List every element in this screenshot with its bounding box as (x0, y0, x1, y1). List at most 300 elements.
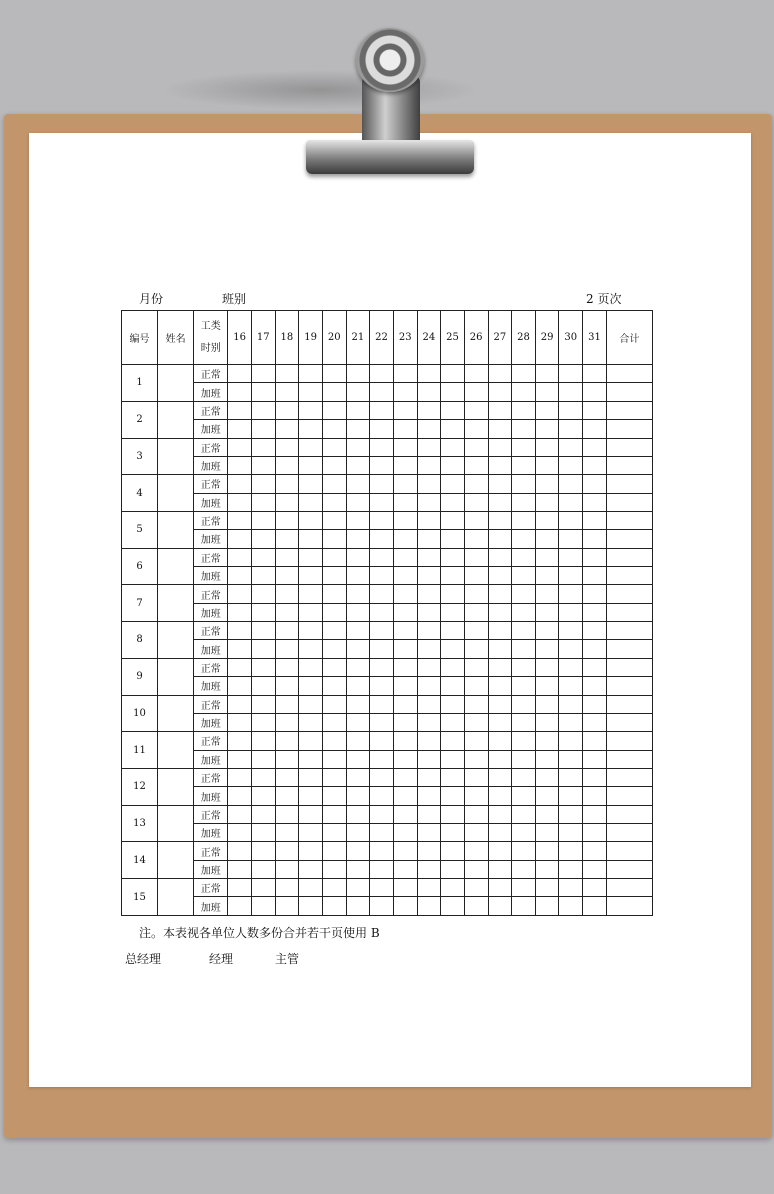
hours-cell[interactable] (393, 860, 417, 878)
hours-cell[interactable] (535, 787, 559, 805)
hours-cell[interactable] (512, 824, 536, 842)
hours-cell[interactable] (275, 456, 299, 474)
hours-cell[interactable] (535, 603, 559, 621)
hours-cell[interactable] (393, 365, 417, 383)
total-cell[interactable] (606, 548, 652, 566)
hours-cell[interactable] (393, 420, 417, 438)
hours-cell[interactable] (228, 420, 252, 438)
hours-cell[interactable] (559, 860, 583, 878)
total-cell[interactable] (606, 860, 652, 878)
hours-cell[interactable] (535, 622, 559, 640)
hours-cell[interactable] (512, 677, 536, 695)
hours-cell[interactable] (251, 420, 275, 438)
hours-cell[interactable] (228, 567, 252, 585)
hours-cell[interactable] (228, 365, 252, 383)
hours-cell[interactable] (559, 824, 583, 842)
hours-cell[interactable] (583, 475, 607, 493)
hours-cell[interactable] (393, 401, 417, 419)
hours-cell[interactable] (441, 383, 465, 401)
hours-cell[interactable] (441, 897, 465, 916)
total-cell[interactable] (606, 530, 652, 548)
hours-cell[interactable] (322, 750, 346, 768)
hours-cell[interactable] (559, 768, 583, 786)
hours-cell[interactable] (512, 842, 536, 860)
hours-cell[interactable] (535, 658, 559, 676)
hours-cell[interactable] (251, 842, 275, 860)
hours-cell[interactable] (370, 383, 394, 401)
hours-cell[interactable] (393, 713, 417, 731)
hours-cell[interactable] (370, 530, 394, 548)
hours-cell[interactable] (417, 511, 441, 529)
hours-cell[interactable] (441, 493, 465, 511)
hours-cell[interactable] (346, 603, 370, 621)
hours-cell[interactable] (441, 401, 465, 419)
hours-cell[interactable] (559, 567, 583, 585)
hours-cell[interactable] (322, 456, 346, 474)
employee-name-cell[interactable] (158, 768, 194, 805)
total-cell[interactable] (606, 511, 652, 529)
hours-cell[interactable] (559, 805, 583, 823)
hours-cell[interactable] (441, 750, 465, 768)
hours-cell[interactable] (228, 805, 252, 823)
hours-cell[interactable] (583, 420, 607, 438)
employee-name-cell[interactable] (158, 401, 194, 438)
hours-cell[interactable] (251, 695, 275, 713)
hours-cell[interactable] (464, 438, 488, 456)
hours-cell[interactable] (299, 713, 323, 731)
hours-cell[interactable] (583, 622, 607, 640)
hours-cell[interactable] (583, 438, 607, 456)
hours-cell[interactable] (275, 805, 299, 823)
hours-cell[interactable] (393, 438, 417, 456)
hours-cell[interactable] (417, 897, 441, 916)
total-cell[interactable] (606, 622, 652, 640)
hours-cell[interactable] (275, 860, 299, 878)
hours-cell[interactable] (370, 456, 394, 474)
hours-cell[interactable] (535, 567, 559, 585)
hours-cell[interactable] (393, 511, 417, 529)
hours-cell[interactable] (228, 658, 252, 676)
hours-cell[interactable] (488, 787, 512, 805)
hours-cell[interactable] (441, 548, 465, 566)
hours-cell[interactable] (228, 530, 252, 548)
hours-cell[interactable] (299, 897, 323, 916)
hours-cell[interactable] (583, 677, 607, 695)
hours-cell[interactable] (370, 640, 394, 658)
hours-cell[interactable] (393, 493, 417, 511)
hours-cell[interactable] (535, 585, 559, 603)
hours-cell[interactable] (299, 842, 323, 860)
hours-cell[interactable] (512, 548, 536, 566)
hours-cell[interactable] (370, 622, 394, 640)
hours-cell[interactable] (464, 732, 488, 750)
hours-cell[interactable] (583, 879, 607, 897)
hours-cell[interactable] (488, 511, 512, 529)
hours-cell[interactable] (346, 622, 370, 640)
hours-cell[interactable] (370, 860, 394, 878)
hours-cell[interactable] (464, 622, 488, 640)
hours-cell[interactable] (370, 401, 394, 419)
hours-cell[interactable] (583, 897, 607, 916)
hours-cell[interactable] (299, 768, 323, 786)
total-cell[interactable] (606, 383, 652, 401)
total-cell[interactable] (606, 750, 652, 768)
hours-cell[interactable] (464, 805, 488, 823)
hours-cell[interactable] (535, 420, 559, 438)
total-cell[interactable] (606, 456, 652, 474)
employee-name-cell[interactable] (158, 585, 194, 622)
hours-cell[interactable] (393, 879, 417, 897)
hours-cell[interactable] (370, 567, 394, 585)
hours-cell[interactable] (559, 475, 583, 493)
hours-cell[interactable] (299, 383, 323, 401)
hours-cell[interactable] (322, 787, 346, 805)
hours-cell[interactable] (322, 897, 346, 916)
hours-cell[interactable] (346, 768, 370, 786)
hours-cell[interactable] (346, 456, 370, 474)
hours-cell[interactable] (559, 511, 583, 529)
hours-cell[interactable] (559, 658, 583, 676)
hours-cell[interactable] (370, 585, 394, 603)
hours-cell[interactable] (322, 860, 346, 878)
hours-cell[interactable] (275, 879, 299, 897)
hours-cell[interactable] (370, 805, 394, 823)
hours-cell[interactable] (488, 456, 512, 474)
hours-cell[interactable] (417, 787, 441, 805)
hours-cell[interactable] (346, 420, 370, 438)
hours-cell[interactable] (322, 401, 346, 419)
hours-cell[interactable] (228, 732, 252, 750)
hours-cell[interactable] (322, 438, 346, 456)
total-cell[interactable] (606, 787, 652, 805)
hours-cell[interactable] (535, 824, 559, 842)
hours-cell[interactable] (370, 438, 394, 456)
hours-cell[interactable] (488, 383, 512, 401)
total-cell[interactable] (606, 585, 652, 603)
hours-cell[interactable] (535, 438, 559, 456)
hours-cell[interactable] (441, 438, 465, 456)
hours-cell[interactable] (251, 383, 275, 401)
hours-cell[interactable] (441, 860, 465, 878)
hours-cell[interactable] (583, 493, 607, 511)
hours-cell[interactable] (275, 787, 299, 805)
total-cell[interactable] (606, 732, 652, 750)
hours-cell[interactable] (393, 897, 417, 916)
hours-cell[interactable] (228, 713, 252, 731)
hours-cell[interactable] (346, 879, 370, 897)
hours-cell[interactable] (417, 860, 441, 878)
hours-cell[interactable] (488, 879, 512, 897)
hours-cell[interactable] (346, 824, 370, 842)
hours-cell[interactable] (370, 677, 394, 695)
hours-cell[interactable] (299, 365, 323, 383)
employee-name-cell[interactable] (158, 475, 194, 512)
hours-cell[interactable] (512, 860, 536, 878)
employee-name-cell[interactable] (158, 511, 194, 548)
hours-cell[interactable] (488, 695, 512, 713)
total-cell[interactable] (606, 879, 652, 897)
employee-name-cell[interactable] (158, 365, 194, 402)
hours-cell[interactable] (535, 456, 559, 474)
hours-cell[interactable] (275, 603, 299, 621)
hours-cell[interactable] (512, 493, 536, 511)
hours-cell[interactable] (393, 585, 417, 603)
hours-cell[interactable] (251, 511, 275, 529)
hours-cell[interactable] (559, 603, 583, 621)
hours-cell[interactable] (228, 475, 252, 493)
hours-cell[interactable] (228, 585, 252, 603)
hours-cell[interactable] (275, 438, 299, 456)
hours-cell[interactable] (370, 824, 394, 842)
hours-cell[interactable] (251, 548, 275, 566)
hours-cell[interactable] (417, 456, 441, 474)
hours-cell[interactable] (512, 475, 536, 493)
hours-cell[interactable] (512, 420, 536, 438)
total-cell[interactable] (606, 677, 652, 695)
hours-cell[interactable] (417, 383, 441, 401)
hours-cell[interactable] (299, 640, 323, 658)
hours-cell[interactable] (393, 548, 417, 566)
hours-cell[interactable] (559, 842, 583, 860)
hours-cell[interactable] (464, 567, 488, 585)
hours-cell[interactable] (559, 530, 583, 548)
hours-cell[interactable] (346, 732, 370, 750)
hours-cell[interactable] (535, 713, 559, 731)
hours-cell[interactable] (417, 879, 441, 897)
hours-cell[interactable] (275, 401, 299, 419)
hours-cell[interactable] (393, 622, 417, 640)
hours-cell[interactable] (322, 622, 346, 640)
hours-cell[interactable] (512, 805, 536, 823)
hours-cell[interactable] (299, 530, 323, 548)
hours-cell[interactable] (275, 585, 299, 603)
hours-cell[interactable] (583, 860, 607, 878)
hours-cell[interactable] (299, 420, 323, 438)
hours-cell[interactable] (346, 750, 370, 768)
hours-cell[interactable] (299, 860, 323, 878)
hours-cell[interactable] (251, 640, 275, 658)
total-cell[interactable] (606, 475, 652, 493)
hours-cell[interactable] (417, 603, 441, 621)
hours-cell[interactable] (441, 567, 465, 585)
hours-cell[interactable] (322, 677, 346, 695)
hours-cell[interactable] (583, 640, 607, 658)
total-cell[interactable] (606, 713, 652, 731)
hours-cell[interactable] (299, 787, 323, 805)
hours-cell[interactable] (393, 750, 417, 768)
hours-cell[interactable] (393, 842, 417, 860)
total-cell[interactable] (606, 401, 652, 419)
hours-cell[interactable] (275, 842, 299, 860)
hours-cell[interactable] (228, 860, 252, 878)
hours-cell[interactable] (464, 879, 488, 897)
hours-cell[interactable] (251, 493, 275, 511)
hours-cell[interactable] (322, 842, 346, 860)
hours-cell[interactable] (464, 713, 488, 731)
hours-cell[interactable] (512, 567, 536, 585)
hours-cell[interactable] (370, 511, 394, 529)
hours-cell[interactable] (322, 603, 346, 621)
hours-cell[interactable] (275, 713, 299, 731)
hours-cell[interactable] (441, 768, 465, 786)
hours-cell[interactable] (299, 732, 323, 750)
hours-cell[interactable] (346, 842, 370, 860)
hours-cell[interactable] (228, 879, 252, 897)
hours-cell[interactable] (322, 732, 346, 750)
hours-cell[interactable] (370, 732, 394, 750)
hours-cell[interactable] (488, 750, 512, 768)
employee-name-cell[interactable] (158, 658, 194, 695)
hours-cell[interactable] (512, 622, 536, 640)
hours-cell[interactable] (370, 658, 394, 676)
hours-cell[interactable] (464, 842, 488, 860)
hours-cell[interactable] (251, 658, 275, 676)
hours-cell[interactable] (370, 768, 394, 786)
hours-cell[interactable] (464, 658, 488, 676)
hours-cell[interactable] (299, 603, 323, 621)
hours-cell[interactable] (488, 603, 512, 621)
hours-cell[interactable] (275, 511, 299, 529)
hours-cell[interactable] (251, 622, 275, 640)
total-cell[interactable] (606, 603, 652, 621)
hours-cell[interactable] (228, 456, 252, 474)
hours-cell[interactable] (583, 365, 607, 383)
hours-cell[interactable] (346, 805, 370, 823)
hours-cell[interactable] (441, 420, 465, 438)
hours-cell[interactable] (370, 879, 394, 897)
hours-cell[interactable] (559, 493, 583, 511)
hours-cell[interactable] (275, 420, 299, 438)
hours-cell[interactable] (346, 493, 370, 511)
hours-cell[interactable] (441, 622, 465, 640)
hours-cell[interactable] (417, 677, 441, 695)
hours-cell[interactable] (583, 456, 607, 474)
hours-cell[interactable] (583, 842, 607, 860)
hours-cell[interactable] (488, 732, 512, 750)
hours-cell[interactable] (512, 695, 536, 713)
hours-cell[interactable] (417, 567, 441, 585)
hours-cell[interactable] (583, 567, 607, 585)
hours-cell[interactable] (488, 585, 512, 603)
hours-cell[interactable] (322, 658, 346, 676)
hours-cell[interactable] (393, 475, 417, 493)
hours-cell[interactable] (299, 695, 323, 713)
hours-cell[interactable] (370, 897, 394, 916)
hours-cell[interactable] (346, 677, 370, 695)
hours-cell[interactable] (464, 365, 488, 383)
hours-cell[interactable] (299, 511, 323, 529)
hours-cell[interactable] (393, 768, 417, 786)
hours-cell[interactable] (583, 695, 607, 713)
hours-cell[interactable] (251, 750, 275, 768)
hours-cell[interactable] (417, 493, 441, 511)
hours-cell[interactable] (251, 401, 275, 419)
hours-cell[interactable] (393, 677, 417, 695)
hours-cell[interactable] (275, 365, 299, 383)
hours-cell[interactable] (512, 879, 536, 897)
hours-cell[interactable] (393, 456, 417, 474)
hours-cell[interactable] (299, 824, 323, 842)
hours-cell[interactable] (322, 365, 346, 383)
hours-cell[interactable] (251, 603, 275, 621)
hours-cell[interactable] (346, 438, 370, 456)
hours-cell[interactable] (512, 511, 536, 529)
hours-cell[interactable] (488, 658, 512, 676)
total-cell[interactable] (606, 842, 652, 860)
hours-cell[interactable] (583, 401, 607, 419)
hours-cell[interactable] (417, 548, 441, 566)
hours-cell[interactable] (464, 511, 488, 529)
hours-cell[interactable] (583, 658, 607, 676)
hours-cell[interactable] (535, 383, 559, 401)
hours-cell[interactable] (488, 420, 512, 438)
employee-name-cell[interactable] (158, 805, 194, 842)
hours-cell[interactable] (583, 787, 607, 805)
hours-cell[interactable] (464, 897, 488, 916)
hours-cell[interactable] (559, 401, 583, 419)
hours-cell[interactable] (512, 897, 536, 916)
hours-cell[interactable] (441, 805, 465, 823)
hours-cell[interactable] (417, 768, 441, 786)
hours-cell[interactable] (512, 585, 536, 603)
hours-cell[interactable] (441, 677, 465, 695)
hours-cell[interactable] (393, 732, 417, 750)
hours-cell[interactable] (464, 768, 488, 786)
hours-cell[interactable] (559, 383, 583, 401)
hours-cell[interactable] (370, 750, 394, 768)
hours-cell[interactable] (464, 456, 488, 474)
hours-cell[interactable] (346, 860, 370, 878)
hours-cell[interactable] (512, 768, 536, 786)
hours-cell[interactable] (441, 475, 465, 493)
total-cell[interactable] (606, 493, 652, 511)
hours-cell[interactable] (464, 787, 488, 805)
hours-cell[interactable] (275, 768, 299, 786)
hours-cell[interactable] (393, 658, 417, 676)
hours-cell[interactable] (251, 860, 275, 878)
hours-cell[interactable] (299, 456, 323, 474)
hours-cell[interactable] (251, 365, 275, 383)
hours-cell[interactable] (299, 658, 323, 676)
hours-cell[interactable] (488, 860, 512, 878)
hours-cell[interactable] (535, 768, 559, 786)
hours-cell[interactable] (559, 750, 583, 768)
hours-cell[interactable] (559, 438, 583, 456)
hours-cell[interactable] (583, 824, 607, 842)
hours-cell[interactable] (417, 585, 441, 603)
hours-cell[interactable] (441, 787, 465, 805)
hours-cell[interactable] (583, 548, 607, 566)
hours-cell[interactable] (559, 713, 583, 731)
hours-cell[interactable] (417, 732, 441, 750)
hours-cell[interactable] (441, 695, 465, 713)
hours-cell[interactable] (559, 622, 583, 640)
hours-cell[interactable] (417, 824, 441, 842)
hours-cell[interactable] (417, 713, 441, 731)
hours-cell[interactable] (228, 787, 252, 805)
hours-cell[interactable] (393, 787, 417, 805)
hours-cell[interactable] (322, 475, 346, 493)
hours-cell[interactable] (441, 585, 465, 603)
hours-cell[interactable] (512, 365, 536, 383)
hours-cell[interactable] (464, 677, 488, 695)
hours-cell[interactable] (441, 511, 465, 529)
hours-cell[interactable] (488, 677, 512, 695)
hours-cell[interactable] (346, 530, 370, 548)
hours-cell[interactable] (417, 640, 441, 658)
hours-cell[interactable] (488, 475, 512, 493)
hours-cell[interactable] (322, 530, 346, 548)
